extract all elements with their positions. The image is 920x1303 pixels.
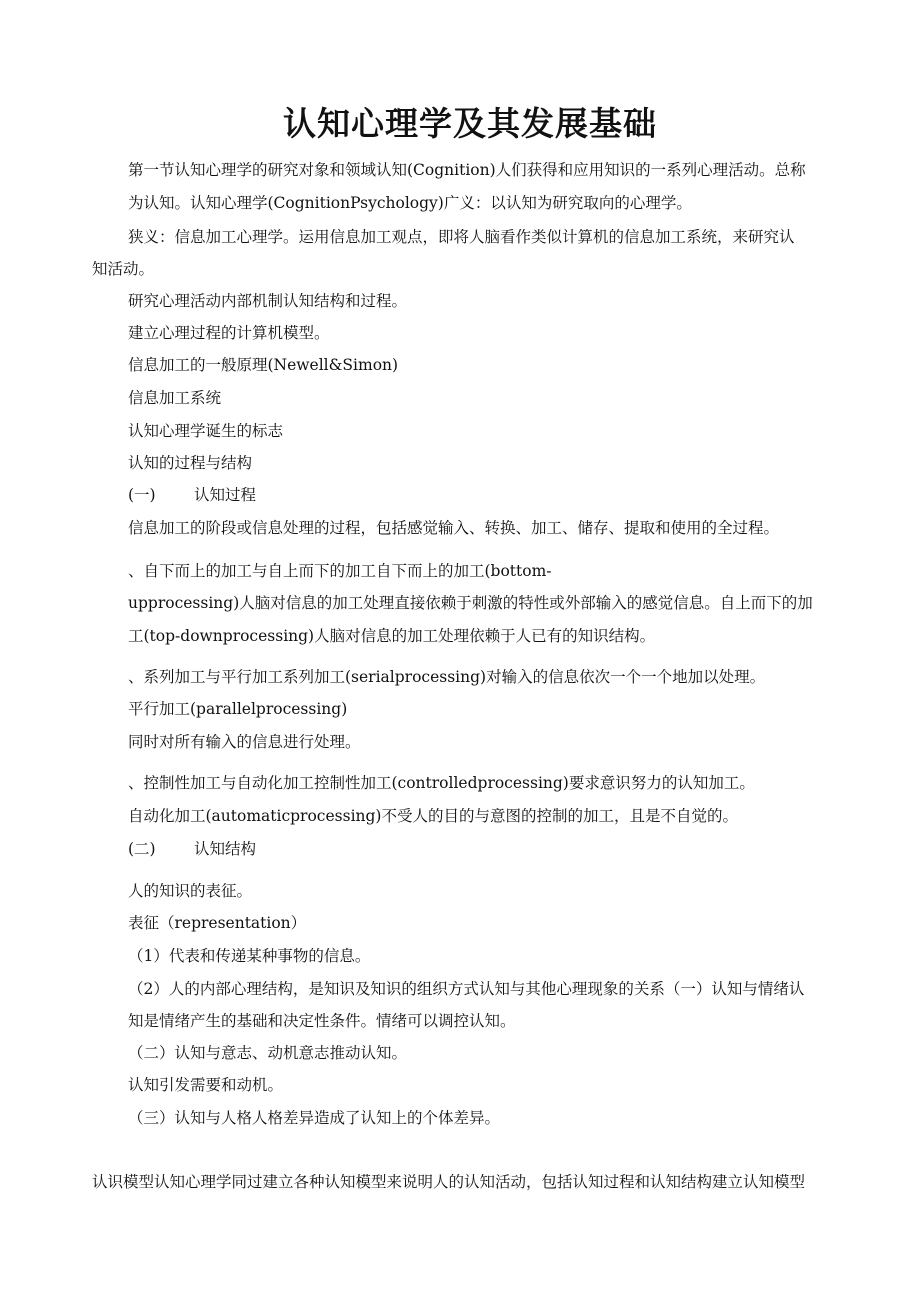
section-heading-text: 认知过程 xyxy=(194,486,257,504)
paragraph-line: 自动化加工(automaticprocessing)不受人的目的与意图的控制的加工，且是不自觉的。 xyxy=(128,807,738,825)
paragraph-line: 认知心理学诞生的标志 xyxy=(128,422,284,440)
paragraph-line: upprocessing)人脑对信息的加工处理直接依赖于刺激的特性或外部输入的感觉信息。自上而下的加 xyxy=(128,594,813,612)
paragraph-line: 同时对所有输入的信息进行处理。 xyxy=(128,733,361,751)
paragraph-line: 、控制性加工与自动化加工控制性加工(controlledprocessing)要求意识努力的认知加工。 xyxy=(128,774,755,792)
paragraph-line: 平行加工(parallelprocessing) xyxy=(128,700,348,718)
paragraph-line: 建立心理过程的计算机模型。 xyxy=(128,324,330,342)
paragraph-line: 、系列加工与平行加工系列加工(serialprocessing)对输入的信息依次一个一个地加以处理。 xyxy=(128,668,766,686)
section-number: (二) xyxy=(128,840,156,858)
paragraph-line: 信息加工的阶段或信息处理的过程，包括感觉输入、转换、加工、储存、提取和使用的全过程。 xyxy=(128,519,780,537)
paragraph-line: 人的知识的表征。 xyxy=(128,882,253,900)
paragraph-line: 知是情绪产生的基础和决定性条件。情绪可以调控认知。 xyxy=(128,1012,516,1030)
paragraph-line: 信息加工的一般原理(Newell&Simon) xyxy=(128,356,399,374)
section-heading-cognitive-process xyxy=(128,485,256,505)
paragraph-line: 第一节认知心理学的研究对象和领域认知(Cognition)人们获得和应用知识的一系列心理活动。总称 xyxy=(128,161,806,179)
section-heading-cognitive-structure xyxy=(128,839,256,859)
paragraph-line: 知活动。 xyxy=(92,260,155,278)
paragraph-line: （三）认知与人格人格差异造成了认知上的个体差异。 xyxy=(128,1109,501,1127)
paragraph-line: 表征（representation） xyxy=(128,914,307,932)
paragraph-line: 信息加工系统 xyxy=(128,389,222,407)
paragraph-line: 认知的过程与结构 xyxy=(128,454,253,472)
section-heading-text: 认知结构 xyxy=(194,840,257,858)
paragraph-line: （二）认知与意志、动机意志推动认知。 xyxy=(128,1044,408,1062)
paragraph-line: 研究心理活动内部机制认知结构和过程。 xyxy=(128,292,408,310)
paragraph-line: 认知引发需要和动机。 xyxy=(128,1076,284,1094)
paragraph-line: （1）代表和传递某种事物的信息。 xyxy=(128,947,371,965)
paragraph-line: 狭义：信息加工心理学。运用信息加工观点，即将人脑看作类似计算机的信息加工系统，来研究认 xyxy=(128,228,795,246)
paragraph-line: 为认知。认知心理学(CognitionPsychology)广义：以认知为研究取向的心理学。 xyxy=(128,194,692,212)
paragraph-line: 工(top-downprocessing)人脑对信息的加工处理依赖于人已有的知识结构。 xyxy=(128,627,656,645)
document-title: 认知心理学及其发展基础 xyxy=(283,104,657,143)
section-number: (一) xyxy=(128,486,156,504)
paragraph-line: 、自下而上的加工与自上而下的加工自下而上的加工(bottom- xyxy=(128,562,552,580)
paragraph-line: （2）人的内部心理结构，是知识及知识的组织方式认知与其他心理现象的关系（一）认知与情绪认 xyxy=(128,980,805,998)
paragraph-line: 认识模型认知心理学同过建立各种认知模型来说明人的认知活动，包括认知过程和认知结构建立认知模型 xyxy=(92,1173,806,1191)
